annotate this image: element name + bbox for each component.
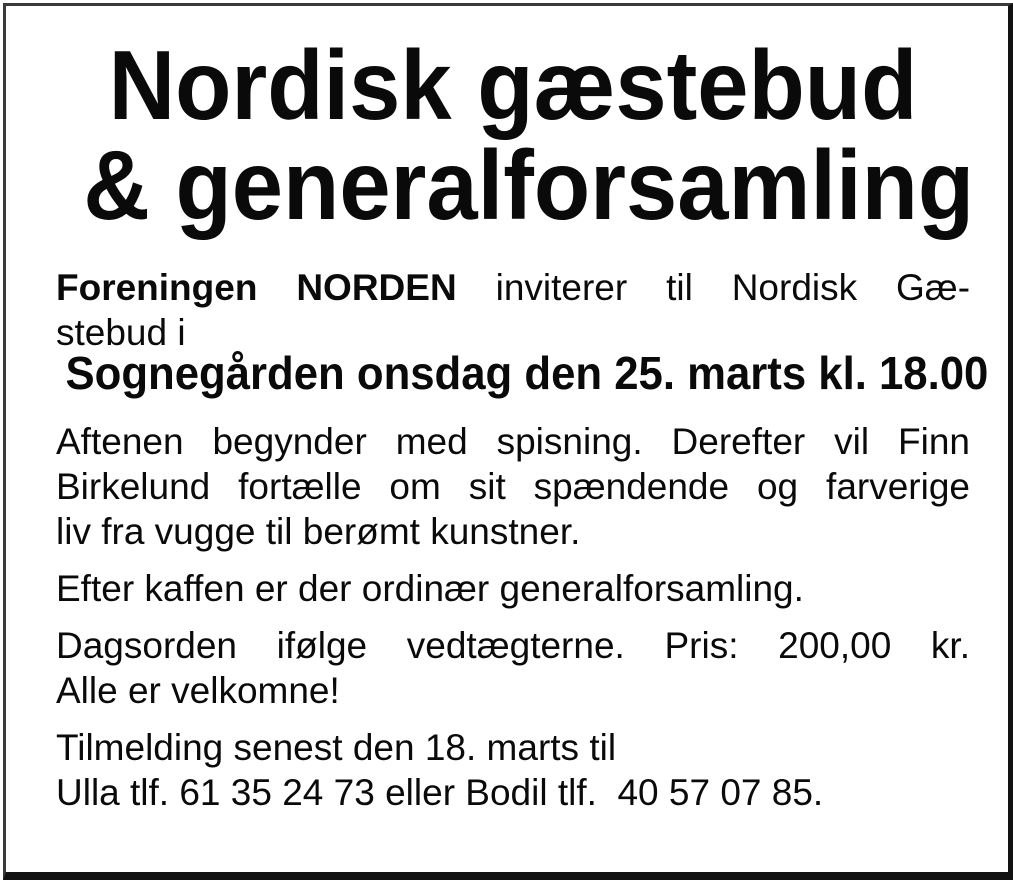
dagsorden-text: Dagsorden ifølge vedtægterne. xyxy=(56,625,625,666)
intro-line-1-rest: inviterer til Nordisk Gæ- xyxy=(495,267,971,308)
intro-line-1 xyxy=(56,265,970,310)
dagsorden-line-1 xyxy=(56,623,970,668)
paragraph-dagsorden xyxy=(56,623,970,713)
paragraph-spisning xyxy=(56,419,970,554)
price-text: Pris: 200,00 kr. xyxy=(664,625,970,666)
intro-paragraph xyxy=(56,265,970,355)
kaffe-line: Efter kaffen er der ordinær generalforsamling. xyxy=(56,568,804,609)
headline xyxy=(83,30,975,240)
spisning-line-3: liv fra vugge til berømt kunstner. xyxy=(56,511,581,552)
headline-line-1: Nordisk gæstebud xyxy=(108,30,918,140)
organization-name: Foreningen NORDEN xyxy=(56,267,457,308)
tilmelding-line-1: Tilmelding senest den 18. marts til xyxy=(56,727,617,768)
ad-border-frame xyxy=(3,3,1013,880)
dagsorden-line-2: Alle er velkomne! xyxy=(56,670,340,711)
paragraph-kaffe xyxy=(56,566,970,611)
ad-content xyxy=(6,6,1008,872)
event-date-line: Sognegården onsdag den 25. marts kl. 18.00 xyxy=(65,347,989,399)
headline-line-2: & generalforsamling xyxy=(83,130,975,240)
intro-line-2: stebud i xyxy=(56,312,186,353)
spisning-line-2: Birkelund fortælle om sit spændende og farverige xyxy=(56,466,970,507)
paragraph-tilmelding xyxy=(56,725,970,815)
spisning-line-1: Aftenen begynder med spisning. Derefter vil Finn xyxy=(56,421,970,462)
tilmelding-line-2: Ulla tlf. 61 35 24 73 eller Bodil tlf. 40 57 07 85. xyxy=(56,772,824,813)
